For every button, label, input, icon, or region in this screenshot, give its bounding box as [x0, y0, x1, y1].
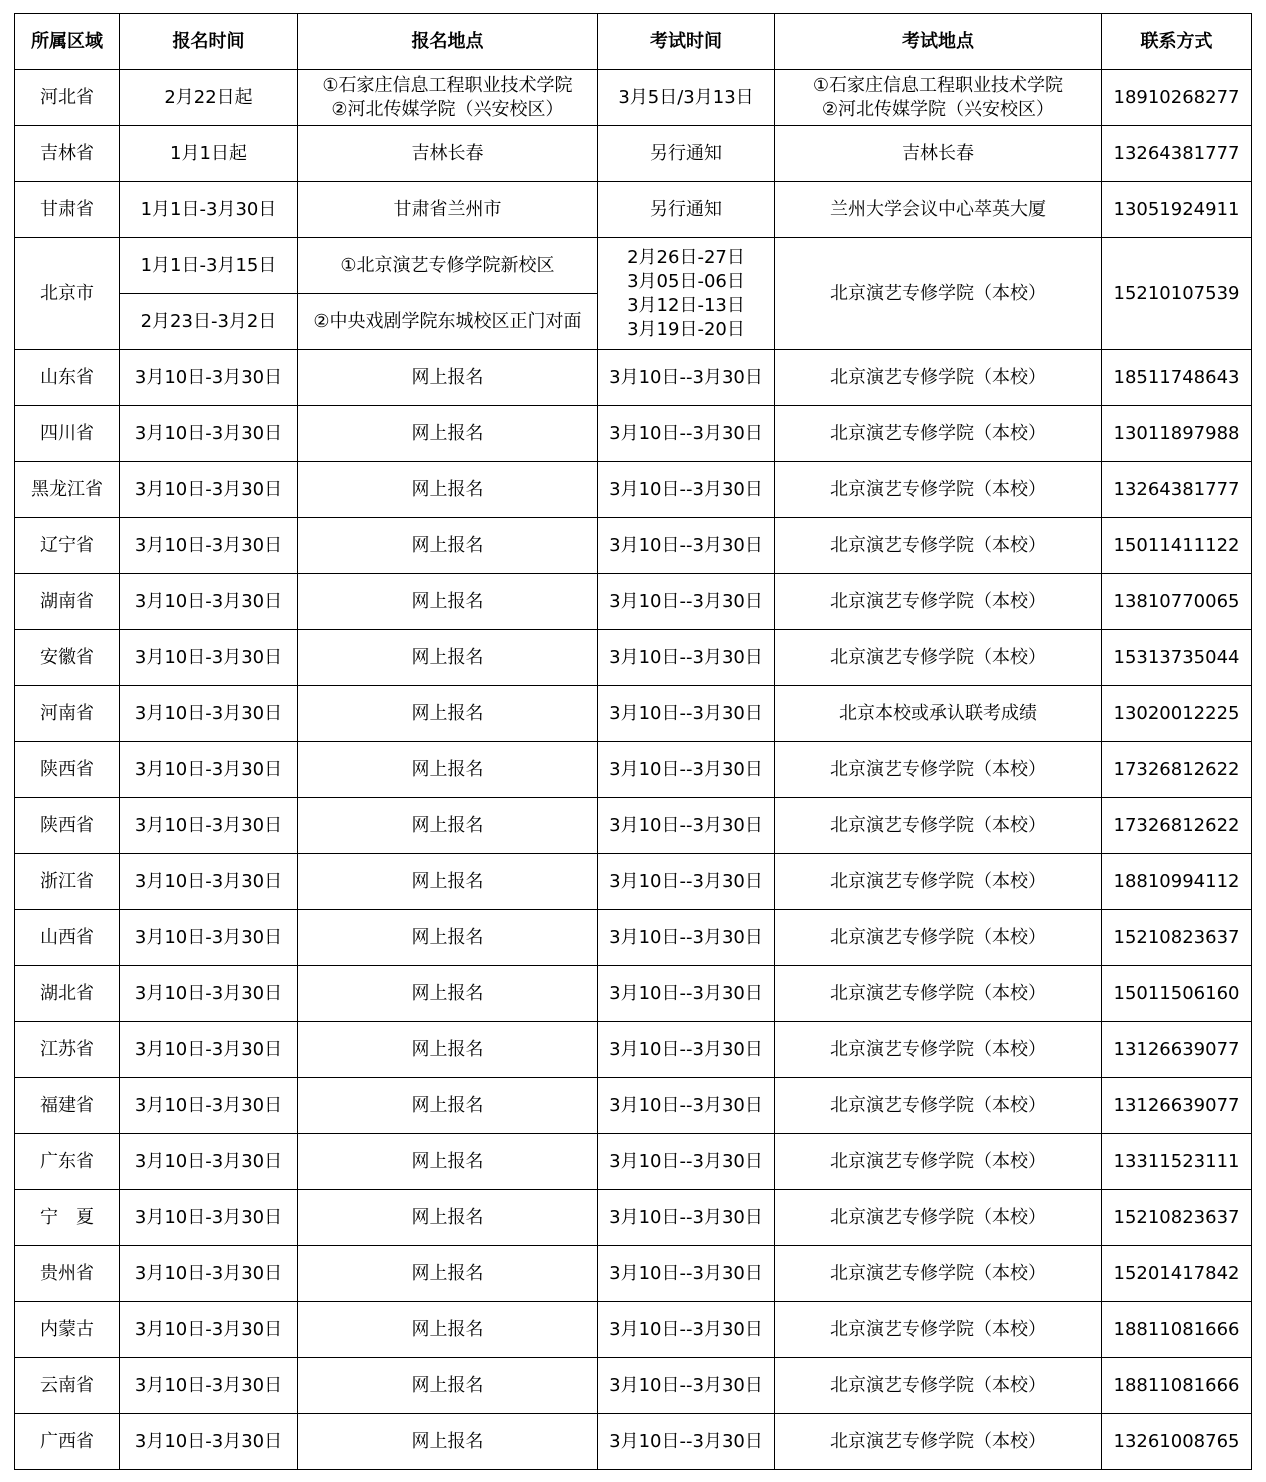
exam-place-cell: 北京演艺专修学院（本校） — [775, 854, 1102, 910]
exam-place-cell: 北京演艺专修学院（本校） — [775, 1022, 1102, 1078]
exam-time-line: 3月05日-06日 — [627, 270, 745, 292]
exam-place-cell: 吉林长春 — [775, 126, 1102, 182]
reg-time-cell: 3月10日-3月30日 — [120, 910, 298, 966]
exam-time-cell: 3月10日--3月30日 — [598, 1246, 775, 1302]
contact-cell: 15201417842 — [1102, 1246, 1252, 1302]
exam-time-line: 3月12日-13日 — [627, 294, 745, 316]
reg-time-cell: 3月10日-3月30日 — [120, 406, 298, 462]
contact-cell: 13810770065 — [1102, 574, 1252, 630]
table-row — [15, 1358, 1252, 1414]
header-contact: 联系方式 — [1102, 14, 1252, 70]
region-cell: 浙江省 — [15, 854, 120, 910]
region-cell: 山东省 — [15, 350, 120, 406]
header-exam-time: 考试时间 — [598, 14, 775, 70]
exam-time-cell: 3月5日/3月13日 — [598, 70, 775, 126]
exam-place-cell: 北京演艺专修学院（本校） — [775, 1302, 1102, 1358]
reg-time-cell: 3月10日-3月30日 — [120, 1134, 298, 1190]
reg-place-cell: 网上报名 — [298, 966, 598, 1022]
region-cell: 广东省 — [15, 1134, 120, 1190]
exam-place-cell: 北京演艺专修学院（本校） — [775, 1078, 1102, 1134]
reg-place-cell: 网上报名 — [298, 406, 598, 462]
contact-cell: 18910268277 — [1102, 70, 1252, 126]
table-row — [15, 910, 1252, 966]
exam-place-cell: 北京演艺专修学院（本校） — [775, 966, 1102, 1022]
contact-cell: 13011897988 — [1102, 406, 1252, 462]
region-cell: 云南省 — [15, 1358, 120, 1414]
table-row — [15, 406, 1252, 462]
exam-place-cell: 北京本校或承认联考成绩 — [775, 686, 1102, 742]
contact-cell: 13126639077 — [1102, 1022, 1252, 1078]
reg-place-cell: 网上报名 — [298, 1246, 598, 1302]
exam-time-cell: 3月10日--3月30日 — [598, 910, 775, 966]
region-cell: 甘肃省 — [15, 182, 120, 238]
exam-place-cell: 兰州大学会议中心萃英大厦 — [775, 182, 1102, 238]
exam-time-cell: 3月10日--3月30日 — [598, 966, 775, 1022]
exam-place-cell: 北京演艺专修学院（本校） — [775, 798, 1102, 854]
reg-time-cell: 1月1日起 — [120, 126, 298, 182]
reg-place-cell: 甘肃省兰州市 — [298, 182, 598, 238]
region-cell: 内蒙古 — [15, 1302, 120, 1358]
exam-time-cell — [598, 238, 775, 350]
reg-place-cell: ②中央戏剧学院东城校区正门对面 — [298, 294, 598, 350]
header-exam-place: 考试地点 — [775, 14, 1102, 70]
exam-place-cell: 北京演艺专修学院（本校） — [775, 518, 1102, 574]
reg-place-cell: 网上报名 — [298, 630, 598, 686]
exam-time-cell: 3月10日--3月30日 — [598, 406, 775, 462]
table-row — [15, 1246, 1252, 1302]
reg-place-cell: 网上报名 — [298, 1190, 598, 1246]
exam-time-cell: 3月10日--3月30日 — [598, 1078, 775, 1134]
reg-place-cell: 网上报名 — [298, 854, 598, 910]
reg-time-cell: 3月10日-3月30日 — [120, 350, 298, 406]
contact-cell: 13311523111 — [1102, 1134, 1252, 1190]
table-row-gansu — [15, 182, 1252, 238]
reg-place-cell: 网上报名 — [298, 798, 598, 854]
contact-cell: 13264381777 — [1102, 126, 1252, 182]
reg-time-cell: 1月1日-3月30日 — [120, 182, 298, 238]
reg-place-line: ②河北传媒学院（兴安校区） — [331, 98, 564, 120]
contact-cell: 15210823637 — [1102, 910, 1252, 966]
region-cell: 四川省 — [15, 406, 120, 462]
contact-cell: 15011506160 — [1102, 966, 1252, 1022]
reg-time-cell: 1月1日-3月15日 — [120, 238, 298, 294]
exam-time-cell: 3月10日--3月30日 — [598, 1190, 775, 1246]
exam-time-cell: 3月10日--3月30日 — [598, 742, 775, 798]
contact-cell: 13264381777 — [1102, 462, 1252, 518]
contact-cell: 18810994112 — [1102, 854, 1252, 910]
exam-time-cell: 3月10日--3月30日 — [598, 686, 775, 742]
reg-place-cell: 网上报名 — [298, 518, 598, 574]
table-row — [15, 854, 1252, 910]
reg-place-cell: 网上报名 — [298, 1358, 598, 1414]
region-cell: 贵州省 — [15, 1246, 120, 1302]
table-row — [15, 742, 1252, 798]
contact-cell: 13020012225 — [1102, 686, 1252, 742]
region-cell: 河北省 — [15, 70, 120, 126]
reg-time-cell: 3月10日-3月30日 — [120, 742, 298, 798]
region-cell: 福建省 — [15, 1078, 120, 1134]
exam-place-cell: 北京演艺专修学院（本校） — [775, 1246, 1102, 1302]
table-row — [15, 1022, 1252, 1078]
reg-time-cell: 2月23日-3月2日 — [120, 294, 298, 350]
table-row-beijing — [15, 238, 1252, 294]
table-row — [15, 462, 1252, 518]
exam-time-cell: 3月10日--3月30日 — [598, 574, 775, 630]
reg-time-cell: 3月10日-3月30日 — [120, 1302, 298, 1358]
exam-time-cell: 3月10日--3月30日 — [598, 350, 775, 406]
exam-place-cell: 北京演艺专修学院（本校） — [775, 910, 1102, 966]
region-cell: 山西省 — [15, 910, 120, 966]
contact-cell: 13126639077 — [1102, 1078, 1252, 1134]
table-row — [15, 1134, 1252, 1190]
exam-time-line: 2月26日-27日 — [627, 246, 745, 268]
exam-place-cell: 北京演艺专修学院（本校） — [775, 742, 1102, 798]
reg-place-cell: 网上报名 — [298, 1302, 598, 1358]
region-cell: 吉林省 — [15, 126, 120, 182]
reg-place-cell: 网上报名 — [298, 1022, 598, 1078]
table-row-jilin — [15, 126, 1252, 182]
exam-place-cell: 北京演艺专修学院（本校） — [775, 350, 1102, 406]
contact-cell: 18811081666 — [1102, 1302, 1252, 1358]
region-cell: 辽宁省 — [15, 518, 120, 574]
table-row — [15, 686, 1252, 742]
header-region: 所属区域 — [15, 14, 120, 70]
exam-place-cell: 北京演艺专修学院（本校） — [775, 574, 1102, 630]
exam-time-cell: 3月10日--3月30日 — [598, 1358, 775, 1414]
contact-cell: 17326812622 — [1102, 798, 1252, 854]
region-cell: 宁 夏 — [15, 1190, 120, 1246]
exam-place-cell: 北京演艺专修学院（本校） — [775, 1358, 1102, 1414]
exam-place-cell: 北京演艺专修学院（本校） — [775, 462, 1102, 518]
table-row — [15, 518, 1252, 574]
reg-time-cell: 3月10日-3月30日 — [120, 462, 298, 518]
contact-cell: 15210823637 — [1102, 1190, 1252, 1246]
table-row — [15, 350, 1252, 406]
reg-time-cell: 3月10日-3月30日 — [120, 574, 298, 630]
reg-place-cell: 网上报名 — [298, 1078, 598, 1134]
region-cell: 江苏省 — [15, 1022, 120, 1078]
exam-time-cell: 另行通知 — [598, 182, 775, 238]
exam-place-cell: 北京演艺专修学院（本校） — [775, 238, 1102, 350]
region-cell: 安徽省 — [15, 630, 120, 686]
region-cell: 陕西省 — [15, 742, 120, 798]
exam-time-cell: 3月10日--3月30日 — [598, 1134, 775, 1190]
exam-time-cell: 3月10日--3月30日 — [598, 854, 775, 910]
region-cell: 北京市 — [15, 238, 120, 350]
exam-place-cell: 北京演艺专修学院（本校） — [775, 1134, 1102, 1190]
contact-cell: 18811081666 — [1102, 1358, 1252, 1414]
table-row — [15, 966, 1252, 1022]
table-row — [15, 1414, 1252, 1470]
region-cell: 湖南省 — [15, 574, 120, 630]
exam-time-line: 3月19日-20日 — [627, 318, 745, 340]
region-cell: 湖北省 — [15, 966, 120, 1022]
region-cell: 河南省 — [15, 686, 120, 742]
exam-time-cell: 3月10日--3月30日 — [598, 1302, 775, 1358]
reg-time-cell: 2月22日起 — [120, 70, 298, 126]
reg-time-cell: 3月10日-3月30日 — [120, 854, 298, 910]
exam-time-cell: 3月10日--3月30日 — [598, 630, 775, 686]
reg-place-cell: 网上报名 — [298, 350, 598, 406]
reg-time-cell: 3月10日-3月30日 — [120, 1246, 298, 1302]
exam-schedule-table — [14, 13, 1252, 1470]
reg-time-cell: 3月10日-3月30日 — [120, 1022, 298, 1078]
exam-place-cell: 北京演艺专修学院（本校） — [775, 1414, 1102, 1470]
table-row-hebei — [15, 70, 1252, 126]
exam-time-cell: 3月10日--3月30日 — [598, 798, 775, 854]
region-cell: 陕西省 — [15, 798, 120, 854]
header-reg-place: 报名地点 — [298, 14, 598, 70]
reg-place-cell: 网上报名 — [298, 742, 598, 798]
contact-cell: 18511748643 — [1102, 350, 1252, 406]
reg-place-cell: 网上报名 — [298, 1414, 598, 1470]
exam-time-cell: 3月10日--3月30日 — [598, 518, 775, 574]
header-row — [15, 14, 1252, 70]
exam-place-cell — [775, 70, 1102, 126]
exam-place-line: ①石家庄信息工程职业技术学院 — [812, 74, 1064, 96]
exam-time-cell: 3月10日--3月30日 — [598, 1022, 775, 1078]
reg-time-cell: 3月10日-3月30日 — [120, 1414, 298, 1470]
contact-cell: 17326812622 — [1102, 742, 1252, 798]
reg-time-cell: 3月10日-3月30日 — [120, 1078, 298, 1134]
exam-place-line: ②河北传媒学院（兴安校区） — [821, 98, 1055, 120]
contact-cell: 13051924911 — [1102, 182, 1252, 238]
region-cell: 广西省 — [15, 1414, 120, 1470]
reg-time-cell: 3月10日-3月30日 — [120, 966, 298, 1022]
region-cell: 黑龙江省 — [15, 462, 120, 518]
reg-place-cell: 吉林长春 — [298, 126, 598, 182]
reg-time-cell: 3月10日-3月30日 — [120, 686, 298, 742]
reg-time-cell: 3月10日-3月30日 — [120, 1190, 298, 1246]
reg-place-cell: 网上报名 — [298, 910, 598, 966]
header-reg-time: 报名时间 — [120, 14, 298, 70]
reg-place-cell: 网上报名 — [298, 1134, 598, 1190]
exam-time-cell: 3月10日--3月30日 — [598, 462, 775, 518]
exam-time-cell: 另行通知 — [598, 126, 775, 182]
table-row — [15, 798, 1252, 854]
reg-place-line: ①石家庄信息工程职业技术学院 — [322, 74, 573, 96]
reg-time-cell: 3月10日-3月30日 — [120, 630, 298, 686]
table-row — [15, 630, 1252, 686]
exam-time-cell: 3月10日--3月30日 — [598, 1414, 775, 1470]
reg-place-cell: 网上报名 — [298, 574, 598, 630]
exam-place-cell: 北京演艺专修学院（本校） — [775, 1190, 1102, 1246]
reg-place-cell — [298, 70, 598, 126]
table-row — [15, 1078, 1252, 1134]
reg-time-cell: 3月10日-3月30日 — [120, 518, 298, 574]
contact-cell: 15011411122 — [1102, 518, 1252, 574]
exam-place-cell: 北京演艺专修学院（本校） — [775, 630, 1102, 686]
table-row — [15, 1302, 1252, 1358]
contact-cell: 15210107539 — [1102, 238, 1252, 350]
reg-place-cell: 网上报名 — [298, 462, 598, 518]
table-row — [15, 1190, 1252, 1246]
contact-cell: 15313735044 — [1102, 630, 1252, 686]
reg-place-cell: 网上报名 — [298, 686, 598, 742]
exam-place-cell: 北京演艺专修学院（本校） — [775, 406, 1102, 462]
table-row — [15, 574, 1252, 630]
reg-time-cell: 3月10日-3月30日 — [120, 798, 298, 854]
reg-place-cell: ①北京演艺专修学院新校区 — [298, 238, 598, 294]
reg-time-cell: 3月10日-3月30日 — [120, 1358, 298, 1414]
contact-cell: 13261008765 — [1102, 1414, 1252, 1470]
